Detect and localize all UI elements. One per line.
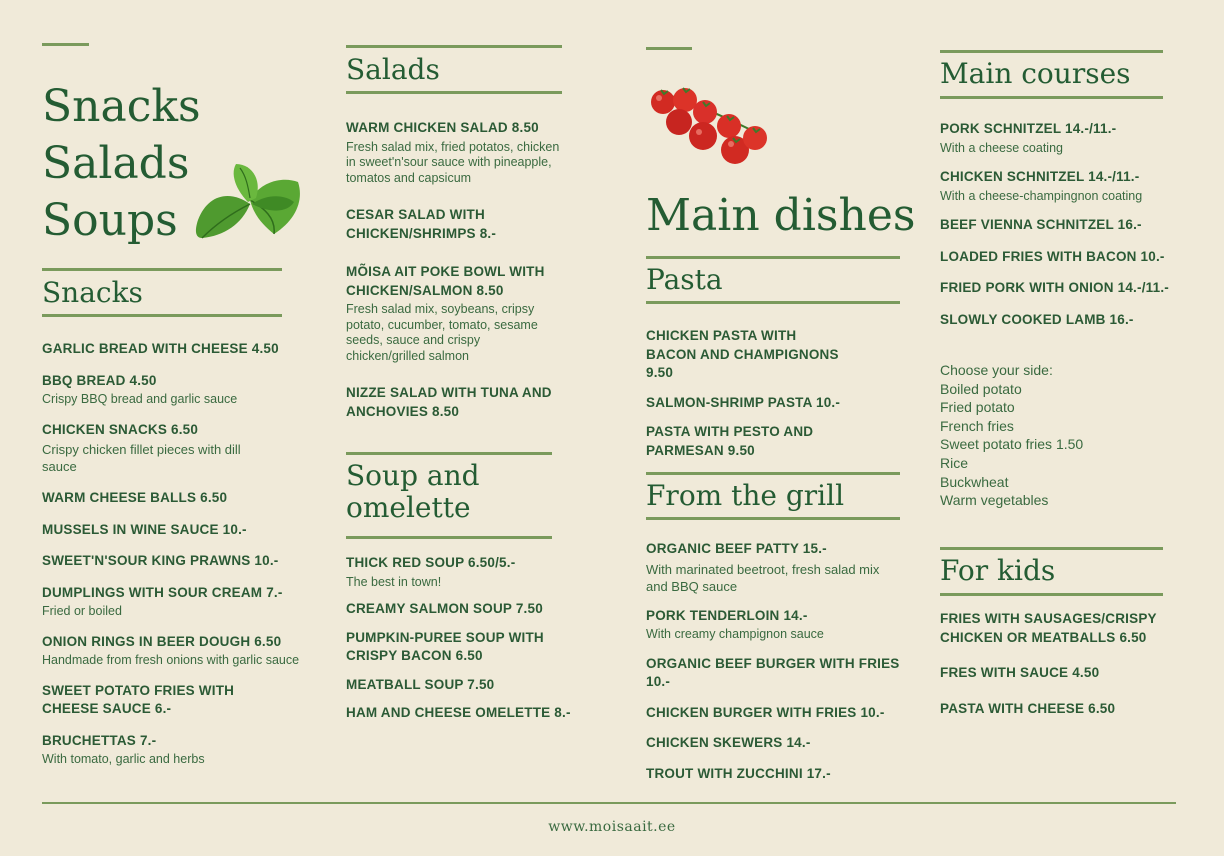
- item-description: With marinated beetroot, fresh salad mix and BBQ sauce: [646, 561, 880, 594]
- section-title-line: Soup and: [346, 459, 480, 492]
- menu-item: [940, 248, 1180, 267]
- item-name: CHICKEN SNACKS 6.50: [42, 421, 199, 437]
- item-description: The best in town!: [346, 574, 442, 589]
- item-name: PORK TENDERLOIN 14.-: [646, 607, 808, 623]
- section-rule: [346, 91, 562, 94]
- menu-item: [42, 732, 314, 768]
- item-name: SWEET'N'SOUR KING PRAWNS 10.-: [42, 553, 279, 568]
- item-name: CHICKEN BURGER WITH FRIES 10.-: [646, 704, 885, 720]
- menu-item: [346, 206, 570, 243]
- section-rule: [940, 547, 1163, 550]
- item-name: THICK RED SOUP 6.50/5.-: [346, 555, 516, 570]
- item-name: TROUT WITH ZUCCHINI 17.-: [646, 765, 831, 781]
- item-name: PORK SCHNITZEL 14.-/11.-: [940, 121, 1117, 136]
- side-item: French fries: [940, 417, 1014, 434]
- item-name: SWEET POTATO FRIES WITH CHEESE SAUCE 6.-: [42, 682, 235, 716]
- menu-item: [346, 554, 576, 590]
- item-description: With creamy champignon sauce: [646, 627, 824, 641]
- side-item: Buckwheat: [940, 473, 1009, 490]
- item-name: BBQ BREAD 4.50: [42, 372, 157, 388]
- section-title-line: omelette: [346, 491, 471, 524]
- menu-item: [646, 655, 908, 692]
- soup-list: [346, 554, 576, 723]
- section-rule: [346, 452, 552, 455]
- menu-item: [646, 423, 896, 460]
- kids-list: [940, 610, 1180, 718]
- section-title-snacks: Snacks: [42, 276, 143, 309]
- menu-item: [42, 372, 314, 408]
- item-name: HAM AND CHEESE OMELETTE 8.-: [346, 705, 571, 720]
- item-name: PASTA WITH CHEESE 6.50: [940, 700, 1116, 716]
- pasta-list: [646, 327, 896, 460]
- menu-item: [646, 394, 896, 413]
- item-name: ONION RINGS IN BEER DOUGH 6.50: [42, 633, 282, 649]
- item-name: SALMON-SHRIMP PASTA 10.-: [646, 394, 841, 410]
- menu-item: [940, 311, 1180, 330]
- menu-item: [646, 540, 908, 595]
- item-description: Handmade from fresh onions with garlic sauce: [42, 653, 300, 667]
- item-description: Fresh salad mix, fried potatos, chicken in sweet'n'sour sauce with pineapple, tomatos and capsicum: [346, 139, 560, 185]
- section-rule: [940, 593, 1163, 596]
- accent-rule: [42, 43, 89, 46]
- side-item: Warm vegetables: [940, 492, 1049, 509]
- section-title-soup: [346, 460, 480, 524]
- accent-rule: [646, 47, 692, 50]
- menu-item: [42, 421, 314, 476]
- menu-item: [940, 168, 1180, 204]
- item-description: Crispy BBQ bread and garlic sauce: [42, 392, 238, 406]
- item-name: BEEF VIENNA SCHNITZEL 16.-: [940, 217, 1142, 232]
- item-description: Fresh salad mix, soybeans, cripsy potato, cucumber, tomato, sesame seeds, sauce and crispy chicken/grilled salmon: [346, 302, 538, 363]
- snacks-list: [42, 340, 314, 768]
- tomato-icon: [645, 82, 775, 172]
- item-name: PUMPKIN-PUREE SOUP WITH CRISPY BACON 6.50: [346, 629, 544, 663]
- menu-item: [42, 340, 314, 359]
- item-name: NIZZE SALAD WITH TUNA AND ANCHOVIES 8.50: [346, 385, 552, 419]
- menu-item: [940, 700, 1180, 719]
- item-name: MUSSELS IN WINE SAUCE 10.-: [42, 521, 247, 537]
- item-name: GARLIC BREAD WITH CHEESE 4.50: [42, 341, 279, 356]
- item-name: CESAR SALAD WITH CHICKEN/SHRIMPS 8.-: [346, 207, 497, 241]
- menu-item: [346, 263, 570, 364]
- item-name: CHICKEN PASTA WITH BACON AND CHAMPIGNONS 9.50: [646, 328, 839, 380]
- item-name: FRIED PORK WITH ONION 14.-/11.-: [940, 280, 1169, 295]
- side-item: Boiled potato: [940, 380, 1022, 397]
- menu-item: [42, 552, 314, 571]
- menu-item: [646, 734, 908, 753]
- item-name: FRIES WITH SAUSAGES/CRISPY CHICKEN OR MEATBALLS 6.50: [940, 611, 1157, 645]
- menu-item: [646, 704, 908, 723]
- brand-title-line: Salads: [42, 138, 190, 189]
- item-name: CHICKEN SKEWERS 14.-: [646, 735, 811, 750]
- brand-title: [42, 78, 201, 249]
- item-name: ORGANIC BEEF BURGER WITH FRIES 10.-: [646, 655, 900, 689]
- item-description: With tomato, garlic and herbs: [42, 752, 205, 766]
- section-rule: [346, 536, 552, 539]
- menu-item: [346, 600, 576, 619]
- menu-item: [42, 521, 314, 540]
- item-name: SLOWLY COOKED LAMB 16.-: [940, 311, 1134, 327]
- brand-title-line: Soups: [42, 195, 178, 246]
- item-name: MEATBALL SOUP 7.50: [346, 676, 495, 692]
- basil-icon: [190, 160, 308, 244]
- section-title-pasta: Pasta: [646, 263, 723, 296]
- item-description: Fried or boiled: [42, 604, 122, 618]
- item-description: With a cheese coating: [940, 140, 1063, 155]
- main-courses-list: [940, 120, 1180, 329]
- section-title-salads: Salads: [346, 53, 440, 86]
- main-dishes-title: Main dishes: [646, 190, 916, 241]
- brand-title-line: Snacks: [42, 81, 201, 132]
- item-name: WARM CHICKEN SALAD 8.50: [346, 120, 539, 135]
- menu-item: [42, 682, 314, 719]
- side-item: Fried potato: [940, 399, 1015, 416]
- menu-item: [646, 327, 896, 383]
- item-name: CHICKEN SCHNITZEL 14.-/11.-: [940, 169, 1140, 184]
- grill-list: [646, 540, 908, 783]
- menu-item: [346, 119, 570, 186]
- menu-item: [346, 676, 576, 695]
- section-rule: [346, 45, 562, 48]
- menu-item: [42, 584, 314, 620]
- item-name: LOADED FRIES WITH BACON 10.-: [940, 248, 1165, 264]
- item-name: DUMPLINGS WITH SOUR CREAM 7.-: [42, 584, 283, 600]
- item-name: BRUCHETTAS 7.-: [42, 732, 157, 748]
- salads-list: [346, 119, 570, 421]
- menu-item: [42, 489, 314, 508]
- side-item: Sweet potato fries 1.50: [940, 436, 1084, 453]
- item-description: Crispy chicken fillet pieces with dill sauce: [42, 442, 241, 474]
- item-description: With a cheese-champingnon coating: [940, 188, 1143, 203]
- side-item: Rice: [940, 454, 969, 471]
- item-name: ORGANIC BEEF PATTY 15.-: [646, 541, 827, 556]
- section-rule: [646, 301, 900, 304]
- section-rule: [646, 256, 900, 259]
- item-name: PASTA WITH PESTO AND PARMESAN 9.50: [646, 424, 814, 458]
- item-name: WARM CHEESE BALLS 6.50: [42, 490, 228, 505]
- menu-item: [940, 279, 1180, 298]
- section-title-kids: For kids: [940, 554, 1056, 587]
- section-rule: [646, 472, 900, 475]
- section-rule: [940, 96, 1163, 99]
- menu-item: [940, 120, 1180, 156]
- footer-rule: [42, 802, 1176, 804]
- item-name: MÕISA AIT POKE BOWL WITH CHICKEN/SALMON 8.50: [346, 264, 545, 298]
- section-title-grill: From the grill: [646, 479, 845, 512]
- menu-item: [940, 216, 1180, 235]
- section-rule: [940, 50, 1163, 53]
- menu-item: [346, 629, 576, 666]
- section-rule: [42, 314, 282, 317]
- menu-item: [346, 384, 570, 421]
- website-link[interactable]: www.moisaait.ee: [548, 819, 676, 835]
- sides-title: Choose your side:: [940, 362, 1053, 378]
- section-title-main-courses: Main courses: [940, 57, 1131, 90]
- menu-item: [346, 704, 576, 723]
- menu-item: [646, 765, 908, 784]
- section-rule: [646, 517, 900, 520]
- menu-item: [646, 607, 908, 643]
- item-name: CREAMY SALMON SOUP 7.50: [346, 601, 543, 616]
- menu-item: [940, 610, 1180, 647]
- item-name: FRES WITH SAUCE 4.50: [940, 665, 1100, 680]
- sides-list: [940, 361, 1083, 510]
- menu-item: [940, 664, 1180, 683]
- section-rule: [42, 268, 282, 271]
- menu-item: [42, 633, 314, 669]
